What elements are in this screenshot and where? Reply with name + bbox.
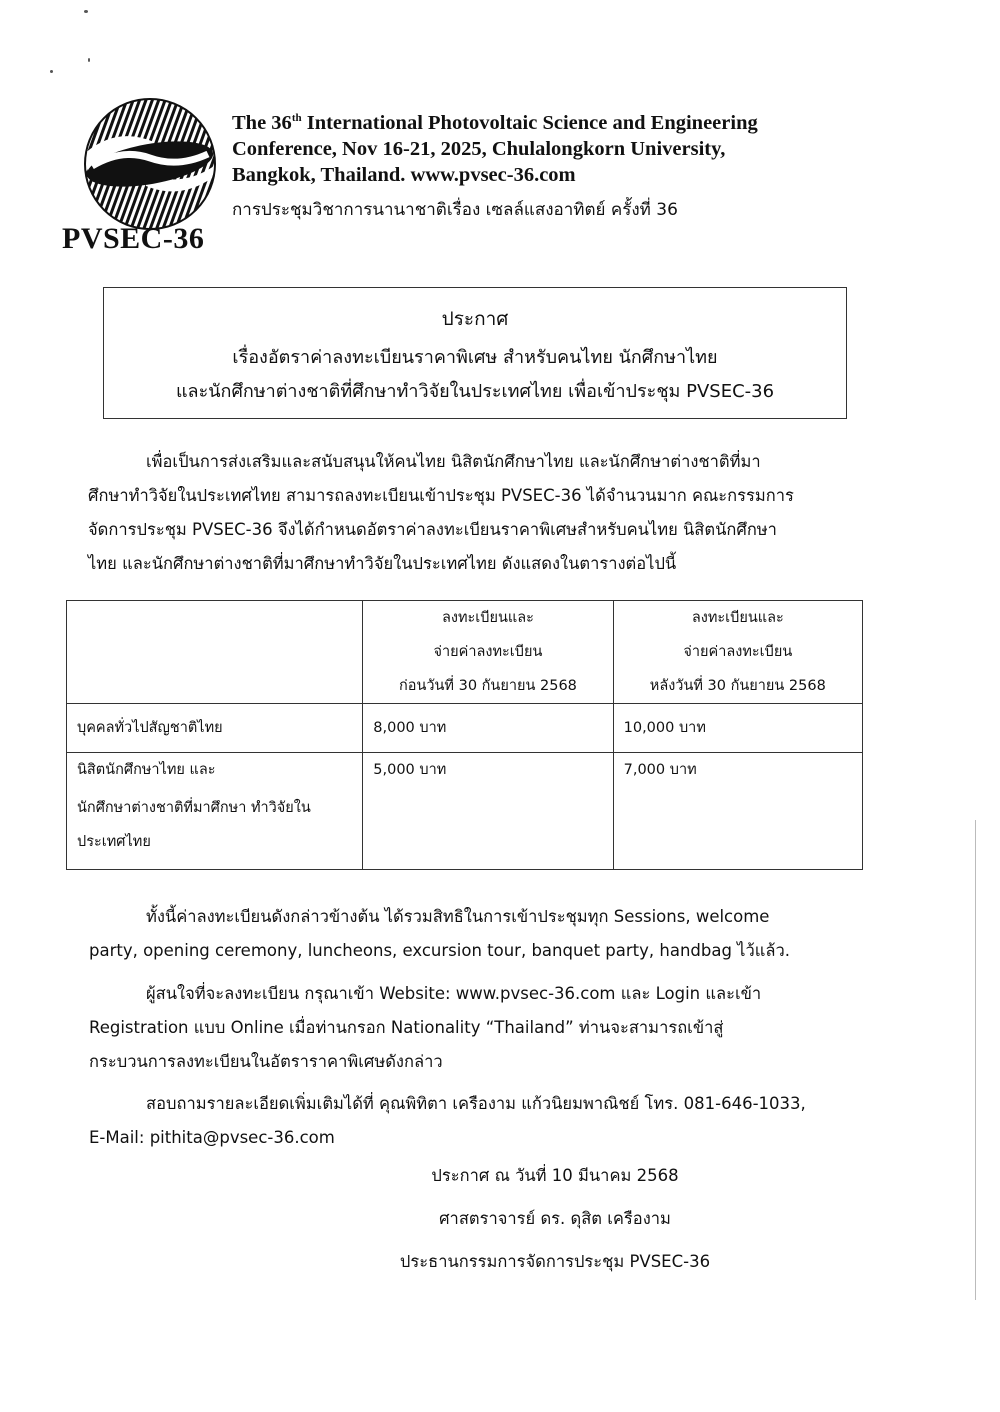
table-header-empty bbox=[67, 601, 363, 704]
signature-block bbox=[370, 1154, 740, 1283]
conference-title-thai: การประชุมวิชาการนานาชาติเรื่อง เซลล์แสงอาทิตย์ ครั้งที่ 36 bbox=[232, 200, 678, 220]
conference-title: The 36th International Photovoltaic Science and Engineering Conference, Nov 16-21, 2025, Chulalongkorn University, Bangkok, Thailand. www.pvsec-36.com bbox=[232, 112, 758, 186]
header-before-deadline: ลงทะเบียนและ จ่ายค่าลงทะเบียน ก่อนวันที่ 30 กันยายน 2568 bbox=[363, 601, 613, 704]
fee-table bbox=[66, 600, 863, 870]
announcement-box bbox=[103, 287, 847, 419]
registration-paragraph: ผู้สนใจที่จะลงทะเบียน กรุณาเข้า Website: www.pvsec-36.com และ Login และเข้า Registration แบบ Online เมื่อท่านกรอก Nationality “Thailand” ท่านจะสามารถเข้าสู่ กระบวนการลงทะเบียนในอัตราราคาพิเศษดังกล่าว bbox=[89, 984, 762, 1071]
announcement-subject-line2: และนักศึกษาต่างชาติที่ศึกษาทำวิจัยในประเทศไทย เพื่อเข้าประชุม PVSEC-36 bbox=[175, 381, 775, 402]
fee-after-cell: 7,000 บาท bbox=[613, 753, 862, 870]
pvsec-logo bbox=[82, 96, 218, 232]
contact-paragraph: สอบถามรายละเอียดเพิ่มเติมได้ที่ คุณพิทิตา เครืองาม แก้วนิยมพาณิชย์ โทร. 081-646-1033, E-Mail: pithita@pvsec-36.com bbox=[89, 1094, 806, 1147]
announcement-date: ประกาศ ณ วันที่ 10 มีนาคม 2568 bbox=[431, 1166, 679, 1185]
signatory-position: ประธานกรรมการจัดการประชุม PVSEC-36 bbox=[399, 1252, 711, 1271]
table-row bbox=[67, 753, 863, 870]
signatory-name: ศาสตราจารย์ ดร. ดุสิต เครืองาม bbox=[439, 1209, 671, 1228]
logo-label: PVSEC-36 bbox=[62, 222, 205, 255]
scan-speck bbox=[50, 70, 53, 73]
announcement-subject-line1: เรื่องอัตราค่าลงทะเบียนราคาพิเศษ สำหรับคนไทย นักศึกษาไทย bbox=[232, 347, 718, 368]
fee-before-cell: 5,000 บาท bbox=[363, 753, 613, 870]
fee-before-cell: 8,000 บาท bbox=[363, 704, 613, 753]
scan-speck bbox=[84, 10, 88, 13]
includes-paragraph: ทั้งนี้ค่าลงทะเบียนดังกล่าวข้างต้น ได้รวมสิทธิในการเข้าประชุมทุก Sessions, welcome party, opening ceremony, luncheons, excursion tour, banquet party, handbag ไว้แล้ว. bbox=[89, 907, 791, 960]
scan-speck bbox=[88, 58, 90, 62]
category-cell: บุคคลทั่วไปสัญชาติไทย bbox=[67, 704, 363, 753]
table-header-row bbox=[67, 601, 863, 704]
announcement-title: ประกาศ bbox=[441, 308, 509, 330]
category-cell: นิสิตนักศึกษาไทย และ นักศึกษาต่างชาติที่มาศึกษา ทำวิจัยใน ประเทศไทย bbox=[67, 753, 363, 870]
header-after-deadline: ลงทะเบียนและ จ่ายค่าลงทะเบียน หลังวันที่ 30 กันยายน 2568 bbox=[613, 601, 862, 704]
intro-paragraph: เพื่อเป็นการส่งเสริมและสนับสนุนให้คนไทย นิสิตนักศึกษาไทย และนักศึกษาต่างชาติที่มา ศึกษาทำวิจัยในประเทศไทย สามารถลงทะเบียนเข้าประชุม PVSEC-36 ได้จำนวนมาก คณะกรรมการ จัดการประชุม PVSEC-36 จึงได้กำหนดอัตราค่าลงทะเบียนราคาพิเศษสำหรับคนไทย นิสิตนักศึกษา ไทย และนักศึกษาต่างชาติที่มาศึกษาทำวิจัยในประเทศไทย ดังแสดงในตารางต่อไปนี้ bbox=[88, 452, 794, 573]
fee-after-cell: 10,000 บาท bbox=[613, 704, 862, 753]
table-row bbox=[67, 704, 863, 753]
scan-edge-line bbox=[975, 820, 976, 1300]
